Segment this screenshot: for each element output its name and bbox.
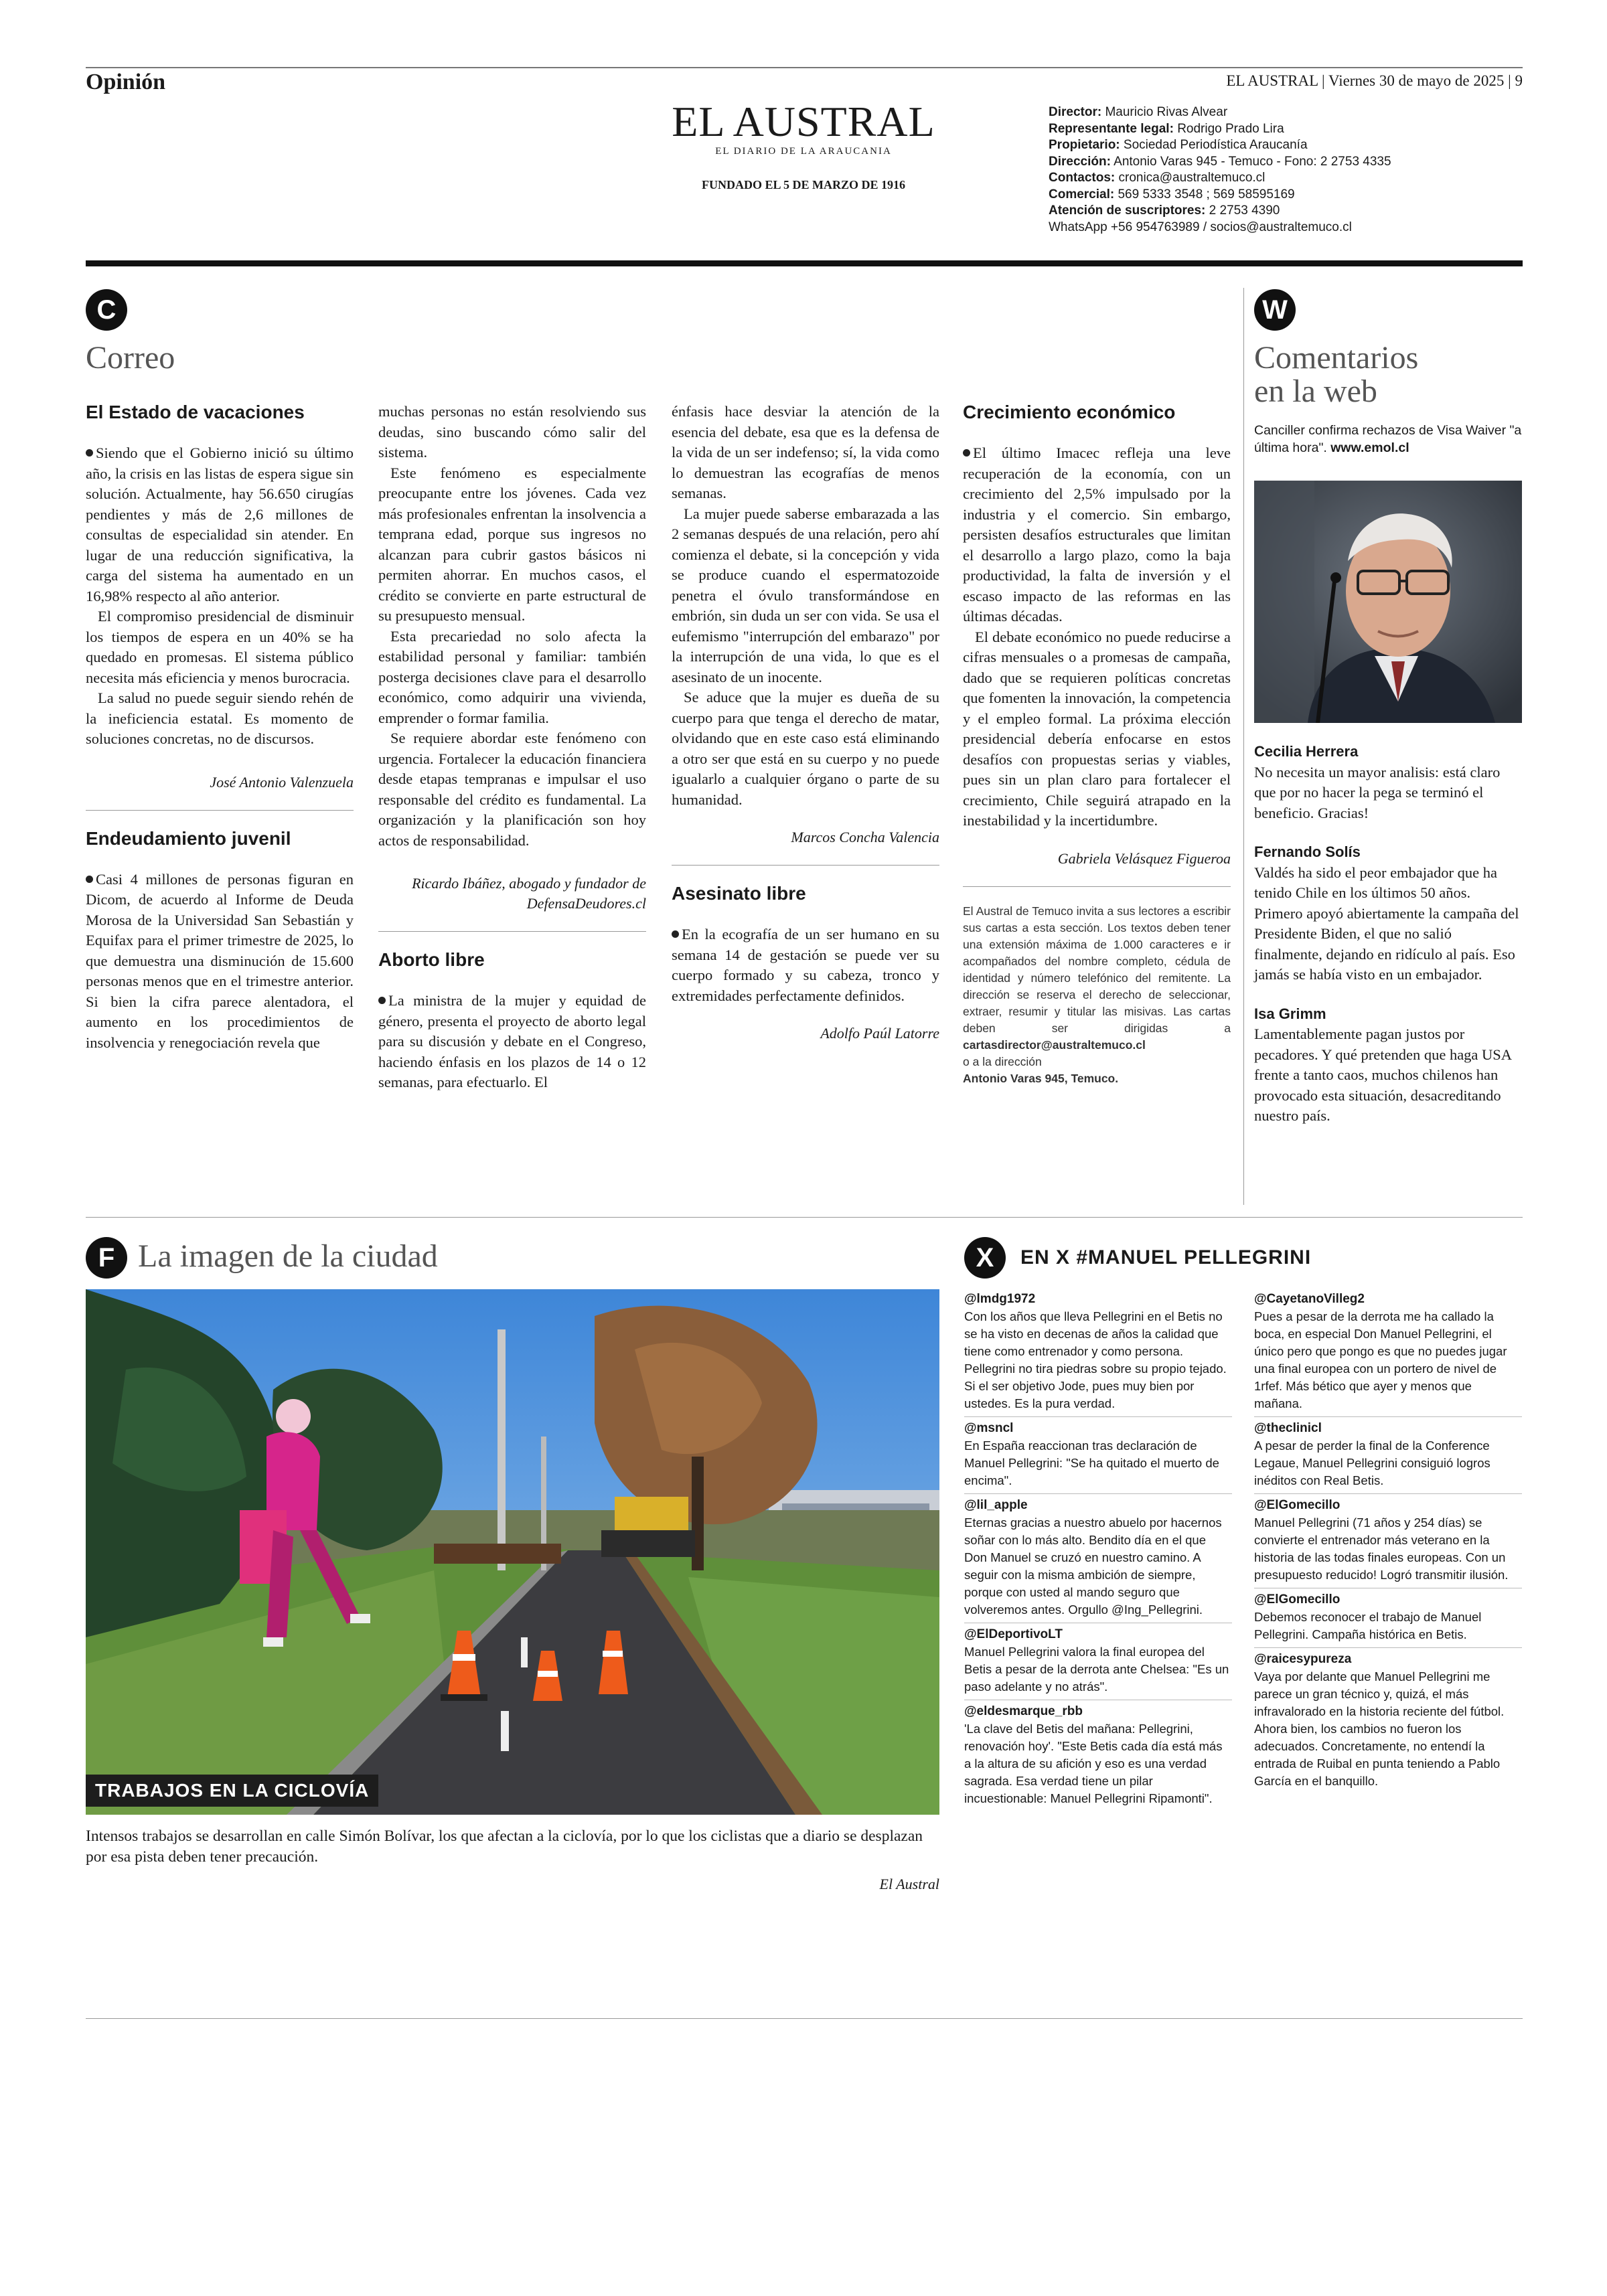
masthead-title: EL AUSTRAL: [672, 98, 935, 145]
submission-address: Antonio Varas 945, Temuco.: [963, 1071, 1119, 1085]
x-post-text: Manuel Pellegrini valora la final europea del Betis a pesar de la derrota ante Chelsea: "Es un paso adelante y no atrás".: [964, 1645, 1229, 1694]
x-post-text: Pues a pesar de la derrota me ha callado la boca, en especial Don Manuel Pellegrini, el único pero que pongo es que no puedes jugar una final europea con un portero de nivel de 1rfef. Más bético que ayer y menos que mañana.: [1254, 1309, 1507, 1410]
comment: [1254, 1004, 1522, 1127]
ciudad-title: La imagen de la ciudad: [138, 1238, 438, 1274]
web-subtitle: Canciller confirma rechazos de Visa Waiver "a última hora". www.emol.cl: [1254, 423, 1522, 455]
staff-line: Propietario: Sociedad Periodística Araucanía: [1049, 138, 1308, 152]
x-post: [964, 1703, 1232, 1807]
photo-credit: El Austral: [879, 1876, 939, 1892]
bullet-icon: [86, 449, 93, 457]
x-post: [964, 1497, 1232, 1619]
letter-signature: Ricardo Ibáñez, abogado y fundador de DefensaDeudores.cl: [412, 875, 646, 912]
letter-headline: Crecimiento económico: [963, 402, 1176, 422]
bottom-rule: [86, 2018, 1523, 2019]
x-title: EN X #MANUEL PELLEGRINI: [1020, 1246, 1312, 1268]
header-rule: [86, 67, 1523, 68]
comment-author: Fernando Solís: [1254, 843, 1361, 860]
comment-text: Valdés ha sido el peor embajador que ha tenido Chile en los últimos 50 años. Primero apoyó abiertamente la campaña del Presidente Biden, el que no salió finalmente, dejando en ridículo al país. Eso jamás se había visto en un embajador.: [1254, 864, 1519, 983]
letter-signature: José Antonio Valenzuela: [210, 773, 354, 791]
x-handle[interactable]: @ElGomecillo: [1254, 1592, 1341, 1607]
letter-signature: Adolfo Paúl Latorre: [820, 1025, 939, 1042]
web-photo: [1254, 481, 1522, 723]
letter-body: En la ecografía de un ser humano en su semana 14 de gestación se puede ver su cuerpo formado y su cabeza, tronco y extremidades perfectamente definidos.: [672, 926, 939, 1004]
divider: [1254, 1647, 1522, 1648]
x-post: [1254, 1591, 1522, 1643]
x-post-text: En España reaccionan tras declaración de Manuel Pellegrini: "Se ha quitado el muerto de encima".: [964, 1439, 1219, 1487]
photo-label: TRABAJOS EN LA CICLOVÍA: [86, 1775, 378, 1807]
letter-headline: El Estado de vacaciones: [86, 402, 305, 422]
comment-author: Cecilia Herrera: [1254, 743, 1359, 760]
x-column-2: [1254, 1291, 1522, 1790]
correo-column-2: [378, 402, 646, 1093]
ciudad-photo: [86, 1289, 939, 1815]
staff-line: Atención de suscriptores: 2 2753 4390: [1049, 203, 1280, 218]
x-post: [964, 1291, 1232, 1412]
x-handle[interactable]: @lil_apple: [964, 1498, 1028, 1512]
letter-headline: Endeudamiento juvenil: [86, 827, 291, 849]
x-handle[interactable]: @eldesmarque_rbb: [964, 1704, 1083, 1718]
x-post-text: Debemos reconocer el trabajo de Manuel Pellegrini. Campaña histórica en Betis.: [1254, 1610, 1482, 1641]
vertical-divider: [1243, 288, 1244, 1205]
letter-body: Siendo que el Gobierno inició su último año, la crisis en las listas de espera sigue sin solución. Actualmente, hay 56.650 cirugías pendientes y más de 2,6 millones de consultas de especialidad sin atender. En lugar de una reducción significativa, la carga del sistema ha aumentado en un 16,98% respecto al año anterior. El compromiso presidencial de disminuir los tiempos de espera en un 40% se ha quedado en promesas. El sistema público necesita más eficiencia y menos burocracia. La salud no puede seguir siendo rehén de la ineficiencia estatal. Es momento de soluciones concretas, no de discursos.: [86, 444, 354, 747]
header-thick-rule: [86, 260, 1523, 266]
x-post-text: A pesar de perder la final de la Conference Legaue, Manuel Pellegrini consiguió logros inéditos con Real Betis.: [1254, 1439, 1490, 1487]
divider: [378, 931, 646, 932]
letter-body: énfasis hace desviar la atención de la esencia del debate, esa que es la defensa de la vida de un ser indefenso; sí, la vida como lo demuestran las ecografías de menos semanas. La mujer puede saberse embarazada a las 2 semanas después de una relación, pero ahí comienza el debate, si la concepción y vida se produce cuando el espermatozoide penetra el óvulo transformándose en embrión, sin duda un ser con vida. Se usa el eufemismo "interrupción del embarazo" por la interrupción de una vida, lo que es el asesinato de un inocente. Se aduce que la mujer es dueña de su cuerpo para que tenga el derecho de matar, olvidando que en este caso está eliminando a otro ser que está en su cuerpo y no puede igualarlo a cualquier órgano o parte de su humanidad.: [672, 403, 939, 808]
x-badge: X: [964, 1237, 1006, 1279]
section-label: Opinión: [86, 70, 166, 94]
submission-email[interactable]: cartasdirector@australtemuco.cl: [963, 1038, 1146, 1052]
x-post-text: Eternas gracias a nuestro abuelo por hacernos soñar con lo más alto. Bendito día en el que Don Manuel se cruzó en nuestro camino. A seguir con la misma ambición de siempre, porque con usted al mando seguro que volveremos antes. Orgullo @Ing_Pellegrini.: [964, 1515, 1222, 1617]
staff-line: Dirección: Antonio Varas 945 - Temuco - Fono: 2 2753 4335: [1049, 154, 1391, 169]
x-handle[interactable]: @ElGomecillo: [1254, 1498, 1341, 1512]
divider: [1254, 1416, 1522, 1417]
x-post: [1254, 1497, 1522, 1584]
staff-line: Comercial: 569 5333 3548 ; 569 58595169: [1049, 187, 1295, 201]
correo-column-1: [86, 402, 354, 1053]
x-post-text: Manuel Pellegrini (71 años y 254 días) se convierte el entrenador más veterano en la historia de las todas finales europeas. Con un presupuesto reducido! Logró transmitir ilusión.: [1254, 1515, 1509, 1582]
comment: [1254, 742, 1522, 823]
bike-lane-photo: [86, 1289, 939, 1815]
letter-signature: Marcos Concha Valencia: [791, 829, 939, 845]
comment-text: Lamentablemente pagan justos por pecadores. Y qué pretenden que haga USA frente a tanto caos, muchos chilenos han provocado esta situación, desacreditando nuestro país.: [1254, 1026, 1511, 1124]
emol-link[interactable]: www.emol.cl: [1330, 440, 1409, 455]
web-title: Comentarios en la web: [1254, 340, 1419, 409]
x-handle[interactable]: @ElDeportivoLT: [964, 1627, 1063, 1641]
x-handle[interactable]: @lmdg1972: [964, 1292, 1036, 1306]
divider: [86, 810, 354, 811]
staff-line: Director: Mauricio Rivas Alvear: [1049, 105, 1228, 119]
photo-caption: Intensos trabajos se desarrollan en calle Simón Bolívar, los que afectan a la ciclovía, por lo que los ciclistas que a diario se desplazan por esa pista deben tener precaución.: [86, 1827, 923, 1866]
divider: [672, 865, 939, 866]
staff-line: Contactos: cronica@australtemuco.cl: [1049, 171, 1266, 185]
letter-body: El último Imacec refleja una leve recuperación de la economía, con un crecimiento del 2,5% impulsado por la industria y el comercio. Sin embargo, persisten desafíos estructurales que limitan el desarrollo a largo plazo, como la baja productividad, la falta de inversión y el escaso impacto de las reformas en las últimas décadas. El debate económico no puede reducirse a cifras mensuales o a promesas de campaña, dado que se requieren políticas concretas que fomenten la innovación, la competencia y el empleo formal. La próxima elección presidencial debería enfocarse en estos desafíos con propuestas serias y viables, pues sin un plan claro para fortalecer el crecimiento, Chile seguirá atrapado en la inestabilidad y la incertidumbre.: [963, 444, 1231, 829]
x-handle[interactable]: @CayetanoVilleg2: [1254, 1292, 1365, 1306]
ciudad-badge: F: [86, 1237, 127, 1279]
letter-body: La ministra de la mujer y equidad de género, presenta el proyecto de aborto legal para su discusión y debate en el Congreso, haciendo énfasis en los plazos de 14 o 12 semanas, para efectuarlo. El: [378, 992, 646, 1090]
correo-title: Correo: [86, 340, 175, 376]
portrait-photo: [1254, 481, 1522, 723]
divider: [1254, 1493, 1522, 1494]
correo-column-4: [963, 402, 1231, 1087]
x-post: [1254, 1291, 1522, 1412]
comment-author: Isa Grimm: [1254, 1005, 1326, 1022]
page-folio: EL AUSTRAL | Viernes 30 de mayo de 2025 | 9: [1226, 72, 1523, 89]
x-handle[interactable]: @theclinicl: [1254, 1421, 1322, 1435]
bullet-icon: [378, 997, 386, 1004]
letter-headline: Asesinato libre: [672, 883, 806, 904]
x-post-text: 'La clave del Betis del mañana: Pellegrini, renovación hoy'. "Este Betis cada día está más a la altura de su afición y eso es una verdad sagrada. Esa verdad tiene un pilar incuestionable: Manuel Pellegrini Ripamonti".: [964, 1722, 1223, 1805]
x-post: [964, 1420, 1232, 1489]
comment-text: No necesita un mayor analisis: está claro que por no hacer la pega se terminó el beneficio. Gracias!: [1254, 763, 1501, 821]
comment: [1254, 842, 1522, 985]
masthead-subtitle: EL DIARIO DE LA ARAUCANIA: [715, 146, 892, 157]
x-handle[interactable]: @msncl: [964, 1421, 1014, 1435]
bullet-icon: [672, 930, 679, 938]
correo-badge: C: [86, 289, 127, 331]
letter-signature: Gabriela Velásquez Figueroa: [1057, 849, 1231, 867]
x-column-1: [964, 1291, 1232, 1807]
x-post-text: Vaya por delante que Manuel Pellegrini me parece un gran técnico y, quizá, el más infravalorado en la historia reciente del fútbol. Ahora bien, los cambios no fueron los adecuados. Concretamente, no entendí la entrada de Ruibal en punta teniendo a Pablo García en el banquillo.: [1254, 1669, 1505, 1788]
staff-line: WhatsApp +56 954763989 / socios@australtemuco.cl: [1049, 220, 1352, 234]
bullet-icon: [86, 876, 93, 883]
web-badge: W: [1254, 289, 1296, 331]
divider: [963, 886, 1231, 887]
letter-body: Casi 4 millones de personas figuran en Dicom, de acuerdo al Informe de Deuda Morosa de la Universidad San Sebastián y Equifax para el primer trimestre de 2025, lo que demuestra una disminución de 15.600 personas menos que en el trimestre anterior. Si bien la cifra parece alentadora, el aumento en los procedimientos de insolvencia y renegociación revela que: [86, 870, 354, 1051]
staff-box: [1049, 104, 1517, 236]
submission-note: El Austral de Temuco invita a sus lectores a escribir sus cartas a esta sección. Los textos deben tener una extensión máxima de 1.000 caracteres e ir acompañados del nombre completo, cédula de identidad y número telefónico del remitente. La dirección se reserva el derecho de seleccionar, extraer, resumir y titular las misivas. Las cartas deben ser dirigidas a cartasdirector@australtemuco.cl o a la dirección Antonio Varas 945, Temuco.: [963, 904, 1231, 1085]
x-post: [1254, 1651, 1522, 1790]
letter-body: muchas personas no están resolviendo sus deudas, sino buscando cómo salir del sistema. Este fenómeno es especialmente preocupante entre los jóvenes. Cada vez más profesionales enfrentan la insolvencia a temprana edad, porque sus ingresos no alcanzan para cubrir gastos básicos ni permiten ahorrar. En muchos casos, el crédito se convierte en parte estructural de su presupuesto mensual. Esta precariedad no solo afecta la estabilidad personal y familiar: también posterga decisiones clave para el desarrollo económico, como adquirir una vivienda, emprender o formar familia. Se requiere abordar este fenómeno con urgencia. Fortalecer la educación financiera desde etapas tempranas e impulsar el uso responsable del crédito es fundamental. La organización y la planificación son hoy actos de responsabilidad.: [378, 403, 646, 849]
staff-line: Representante legal: Rodrigo Prado Lira: [1049, 121, 1284, 136]
x-handle[interactable]: @raicesypureza: [1254, 1652, 1352, 1666]
web-comments: [1254, 742, 1522, 1127]
correo-column-3: [672, 402, 939, 1044]
divider: [964, 1493, 1232, 1494]
x-post-text: Con los años que lleva Pellegrini en el Betis no se ha visto en decenas de años la calidad que tiene como entrenador y como persona. Pellegrini no tira piedras sobre su propio tejado. Si el ser objetivo Jode, pues muy bien por ustedes. Es la pura verdad.: [964, 1309, 1227, 1410]
masthead-founded: FUNDADO EL 5 DE MARZO DE 1916: [701, 178, 905, 191]
bullet-icon: [963, 449, 970, 457]
section-divider: [86, 1217, 1523, 1218]
x-post: [1254, 1420, 1522, 1489]
x-post: [964, 1626, 1232, 1696]
letter-headline: Aborto libre: [378, 949, 485, 970]
divider: [964, 1416, 1232, 1417]
